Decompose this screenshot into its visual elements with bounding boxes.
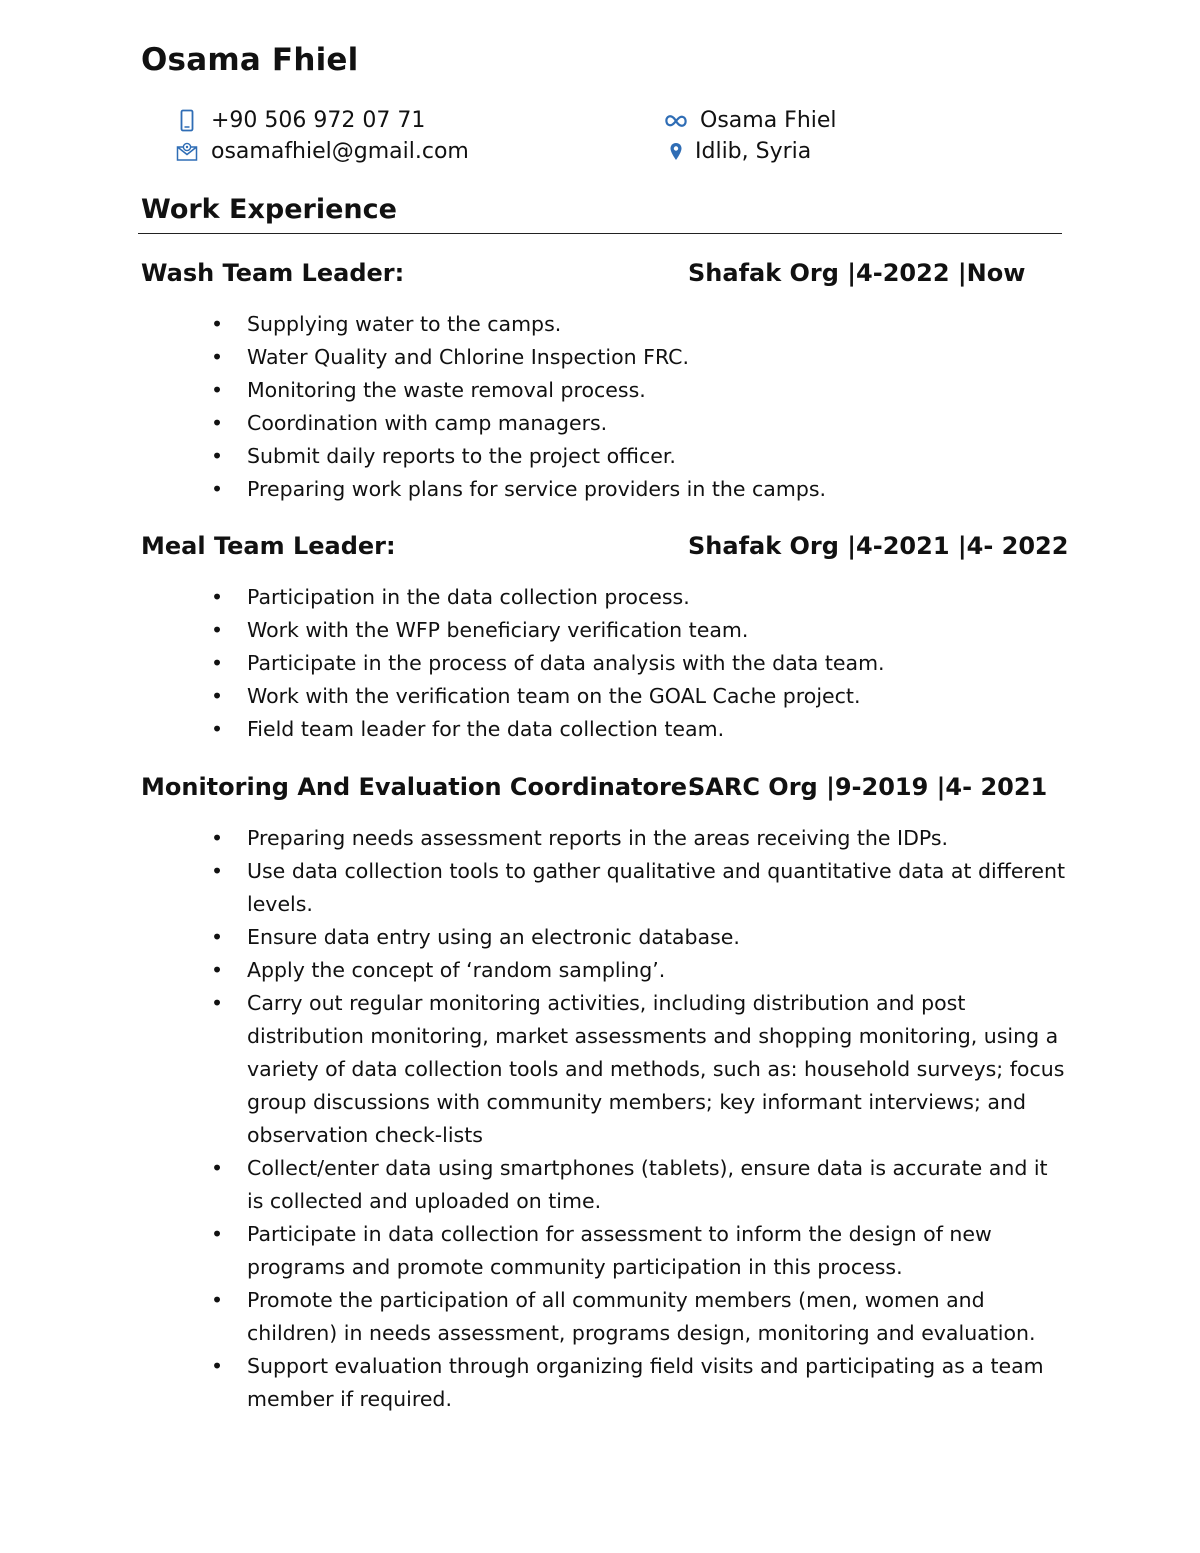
contact-phone bbox=[175, 108, 425, 133]
contact-social bbox=[664, 108, 837, 133]
email-icon bbox=[175, 140, 199, 164]
section-title-work-experience: Work Experience bbox=[141, 194, 397, 225]
phone-number: +90 506 972 07 71 bbox=[211, 108, 426, 133]
job-bullet-list bbox=[247, 308, 1067, 506]
list-item: • Coordination with camp managers. bbox=[247, 407, 1067, 440]
job-title: Wash Team Leader: bbox=[141, 259, 405, 287]
list-item: • Field team leader for the data collection team. bbox=[247, 713, 1067, 746]
list-item: • Collect/enter data using smartphones (tablets), ensure data is accurate and it is collected and uploaded on time. bbox=[247, 1152, 1067, 1218]
list-item: • Supplying water to the camps. bbox=[247, 308, 1067, 341]
email-address: osamafhiel@gmail.com bbox=[211, 139, 469, 164]
phone-icon bbox=[175, 109, 199, 133]
list-item: • Monitoring the waste removal process. bbox=[247, 374, 1067, 407]
list-item: • Work with the verification team on the GOAL Cache project. bbox=[247, 680, 1067, 713]
list-item: • Water Quality and Chlorine Inspection FRC. bbox=[247, 341, 1067, 374]
list-item: • Preparing needs assessment reports in the areas receiving the IDPs. bbox=[247, 822, 1067, 855]
contact-location bbox=[664, 139, 811, 164]
list-item: • Carry out regular monitoring activities, including distribution and post distribution monitoring, market assessments and shopping monitoring, using a variety of data collection tools and methods, such as: household surveys; focus group discussions with community members; key informant interviews; and observation check-lists bbox=[247, 987, 1067, 1152]
job-title: Meal Team Leader: bbox=[141, 532, 396, 560]
list-item: • Participate in data collection for assessment to inform the design of new programs and promote community participation in this process. bbox=[247, 1218, 1067, 1284]
list-item: • Ensure data entry using an electronic database. bbox=[247, 921, 1067, 954]
job-bullet-list bbox=[247, 581, 1067, 746]
list-item: • Participation in the data collection process. bbox=[247, 581, 1067, 614]
job-bullet-list bbox=[247, 822, 1067, 1416]
location-pin-icon bbox=[664, 140, 688, 164]
list-item: • Promote the participation of all community members (men, women and children) in needs assessment, programs design, monitoring and evaluation. bbox=[247, 1284, 1067, 1350]
social-name: Osama Fhiel bbox=[700, 108, 837, 133]
candidate-name: Osama Fhiel bbox=[141, 42, 359, 78]
job-meta: Shafak Org |4-2021 |4- 2022 bbox=[688, 532, 1069, 560]
job-meta: SARC Org |9-2019 |4- 2021 bbox=[688, 773, 1048, 801]
list-item: • Submit daily reports to the project officer. bbox=[247, 440, 1067, 473]
location-text: Idlib, Syria bbox=[695, 139, 812, 164]
contact-email bbox=[175, 139, 469, 164]
meta-icon bbox=[664, 109, 688, 133]
list-item: • Work with the WFP beneficiary verification team. bbox=[247, 614, 1067, 647]
list-item: • Support evaluation through organizing field visits and participating as a team member if required. bbox=[247, 1350, 1067, 1416]
job-meta: Shafak Org |4-2022 |Now bbox=[688, 259, 1026, 287]
job-title: Monitoring And Evaluation Coordinatore: bbox=[141, 773, 697, 801]
list-item: • Preparing work plans for service providers in the camps. bbox=[247, 473, 1067, 506]
list-item: • Apply the concept of ‘random sampling’. bbox=[247, 954, 1067, 987]
list-item: • Use data collection tools to gather qualitative and quantitative data at different levels. bbox=[247, 855, 1067, 921]
section-divider bbox=[138, 233, 1062, 234]
list-item: • Participate in the process of data analysis with the data team. bbox=[247, 647, 1067, 680]
